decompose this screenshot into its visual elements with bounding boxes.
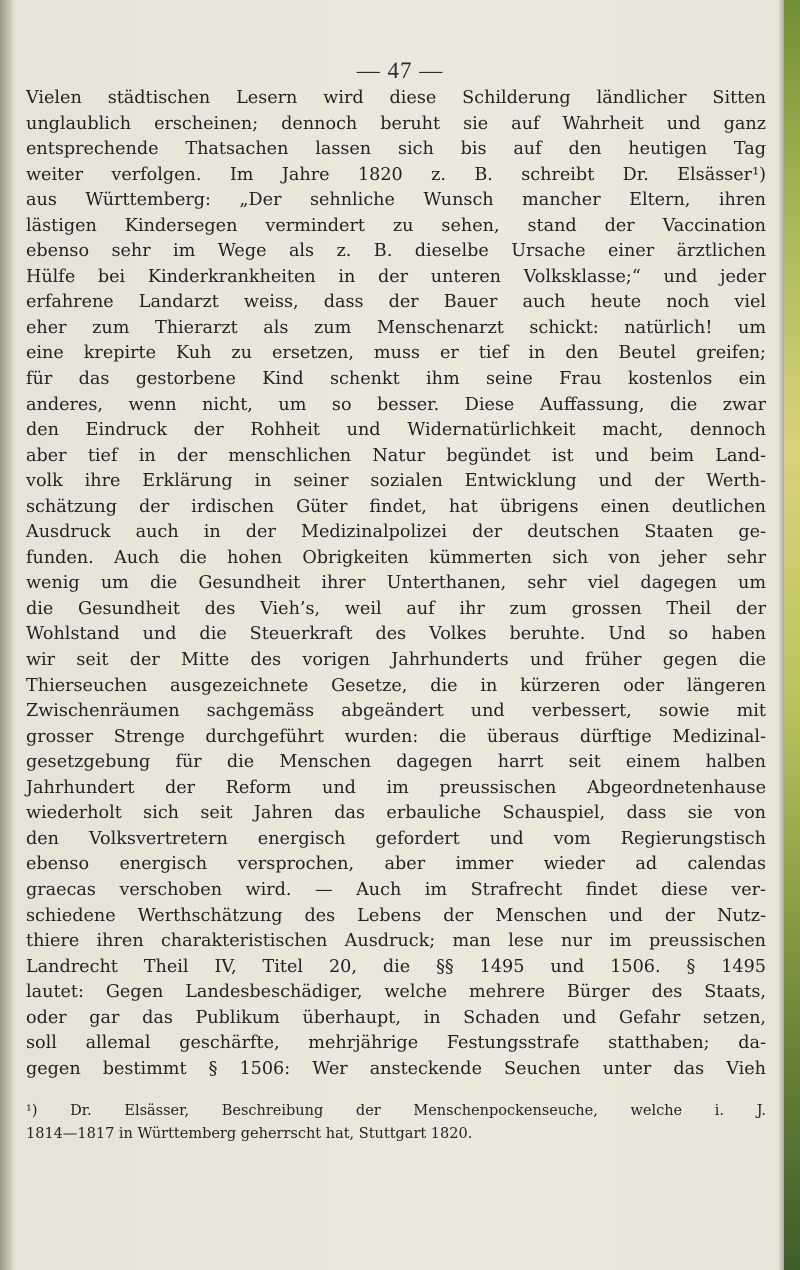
text-line: aus Württemberg: „Der sehnliche Wunsch mancher Eltern, ihren	[26, 190, 766, 211]
text-line: graecas verschoben wird. — Auch im Strafrecht findet diese ver-	[26, 879, 766, 900]
text-line: Thierseuchen ausgezeichnete Gesetze, die in kürzeren oder längeren	[26, 675, 766, 696]
text-line: aber tief in der menschlichen Natur begündet ist und beim Land-	[26, 445, 766, 466]
page-number: — 47 —	[356, 58, 444, 83]
text-line: grosser Strenge durchgeführt wurden: die überaus dürftige Medizinal-	[26, 726, 766, 747]
text-line: thiere ihren charakteristischen Ausdruck; man lese nur im preussischen	[26, 931, 766, 952]
text-line: funden. Auch die hohen Obrigkeiten kümmerten sich von jeher sehr	[26, 547, 766, 568]
text-line: eine krepirte Kuh zu ersetzen, muss er tief in den Beutel greifen;	[26, 343, 766, 364]
text-line: Zwischenräumen sachgemäss abgeändert und verbessert, sowie mit	[26, 701, 766, 722]
text-line: den Volksvertretern energisch gefordert und vom Regierungstisch	[26, 828, 766, 849]
cover-edge-strip	[784, 0, 800, 1270]
footnote	[26, 1100, 766, 1146]
text-line: schiedene Werthschätzung des Lebens der Menschen und der Nutz-	[26, 905, 766, 926]
text-line: wenig um die Gesundheit ihrer Unterthanen, sehr viel dagegen um	[26, 573, 766, 594]
text-line: unglaublich erscheinen; dennoch beruht sie auf Wahrheit und ganz	[26, 113, 766, 134]
text-line: Vielen städtischen Lesern wird diese Schilderung ländlicher Sitten	[26, 88, 766, 108]
text-line: soll allemal geschärfte, mehrjährige Festungsstrafe statthaben; da-	[26, 1033, 766, 1054]
body-text	[26, 86, 766, 1082]
text-line: entsprechende Thatsachen lassen sich bis auf den heutigen Tag	[26, 139, 766, 160]
text-line: die Gesundheit des Vieh’s, weil auf ihr zum grossen Theil der	[26, 598, 766, 619]
text-line: Jahrhundert der Reform und im preussischen Abgeordnetenhause	[26, 777, 766, 798]
text-line: ebenso sehr im Wege als z. B. dieselbe Ursache einer ärztlichen	[26, 241, 766, 262]
text-line: für das gestorbene Kind schenkt ihm seine Frau kostenlos ein	[26, 369, 766, 390]
text-line: gesetzgebung für die Menschen dagegen harrt seit einem halben	[26, 752, 766, 773]
text-line: oder gar das Publikum überhaupt, in Schaden und Gefahr setzen,	[26, 1007, 766, 1028]
text-line: anderes, wenn nicht, um so besser. Diese Auffassung, die zwar	[26, 394, 766, 415]
text-line: wiederholt sich seit Jahren das erbauliche Schauspiel, dass sie von	[26, 803, 766, 824]
text-line: lautet: Gegen Landesbeschädiger, welche mehrere Bürger des Staats,	[26, 982, 766, 1003]
text-line: Landrecht Theil IV, Titel 20, die §§ 1495 und 1506. § 1495	[26, 956, 766, 977]
text-line: weiter verfolgen. Im Jahre 1820 z. B. schreibt Dr. Elsässer¹)	[26, 164, 766, 185]
text-line: Ausdruck auch in der Medizinalpolizei der deutschen Staaten ge-	[26, 522, 766, 543]
text-line: wir seit der Mitte des vorigen Jahrhunderts und früher gegen die	[26, 650, 766, 671]
text-line: schätzung der irdischen Güter findet, hat übrigens einen deutlichen	[26, 496, 766, 517]
text-line: gegen bestimmt § 1506: Wer ansteckende Seuchen unter das Vieh	[26, 1058, 766, 1079]
text-line: den Eindruck der Rohheit und Widernatürlichkeit macht, dennoch	[26, 420, 766, 441]
footnote-line: ¹) Dr. Elsässer, Beschreibung der Menschenpockenseuche, welche i. J.	[26, 1103, 766, 1119]
footnote-line: 1814—1817 in Württemberg geherrscht hat, Stuttgart 1820.	[26, 1126, 473, 1142]
text-line: Wohlstand und die Steuerkraft des Volkes beruhte. Und so haben	[26, 624, 766, 645]
page-gutter-shadow	[0, 0, 14, 1270]
text-line: lästigen Kindersegen vermindert zu sehen, stand der Vaccination	[26, 215, 766, 236]
text-line: ebenso energisch versprochen, aber immer wieder ad calendas	[26, 854, 766, 875]
text-line: eher zum Thierarzt als zum Menschenarzt schickt: natürlich! um	[26, 317, 766, 338]
text-line: Hülfe bei Kinderkrankheiten in der unteren Volksklasse;“ und jeder	[26, 266, 766, 287]
text-line: erfahrene Landarzt weiss, dass der Bauer auch heute noch viel	[26, 292, 766, 313]
text-line: volk ihre Erklärung in seiner sozialen Entwicklung und der Werth-	[26, 471, 766, 492]
